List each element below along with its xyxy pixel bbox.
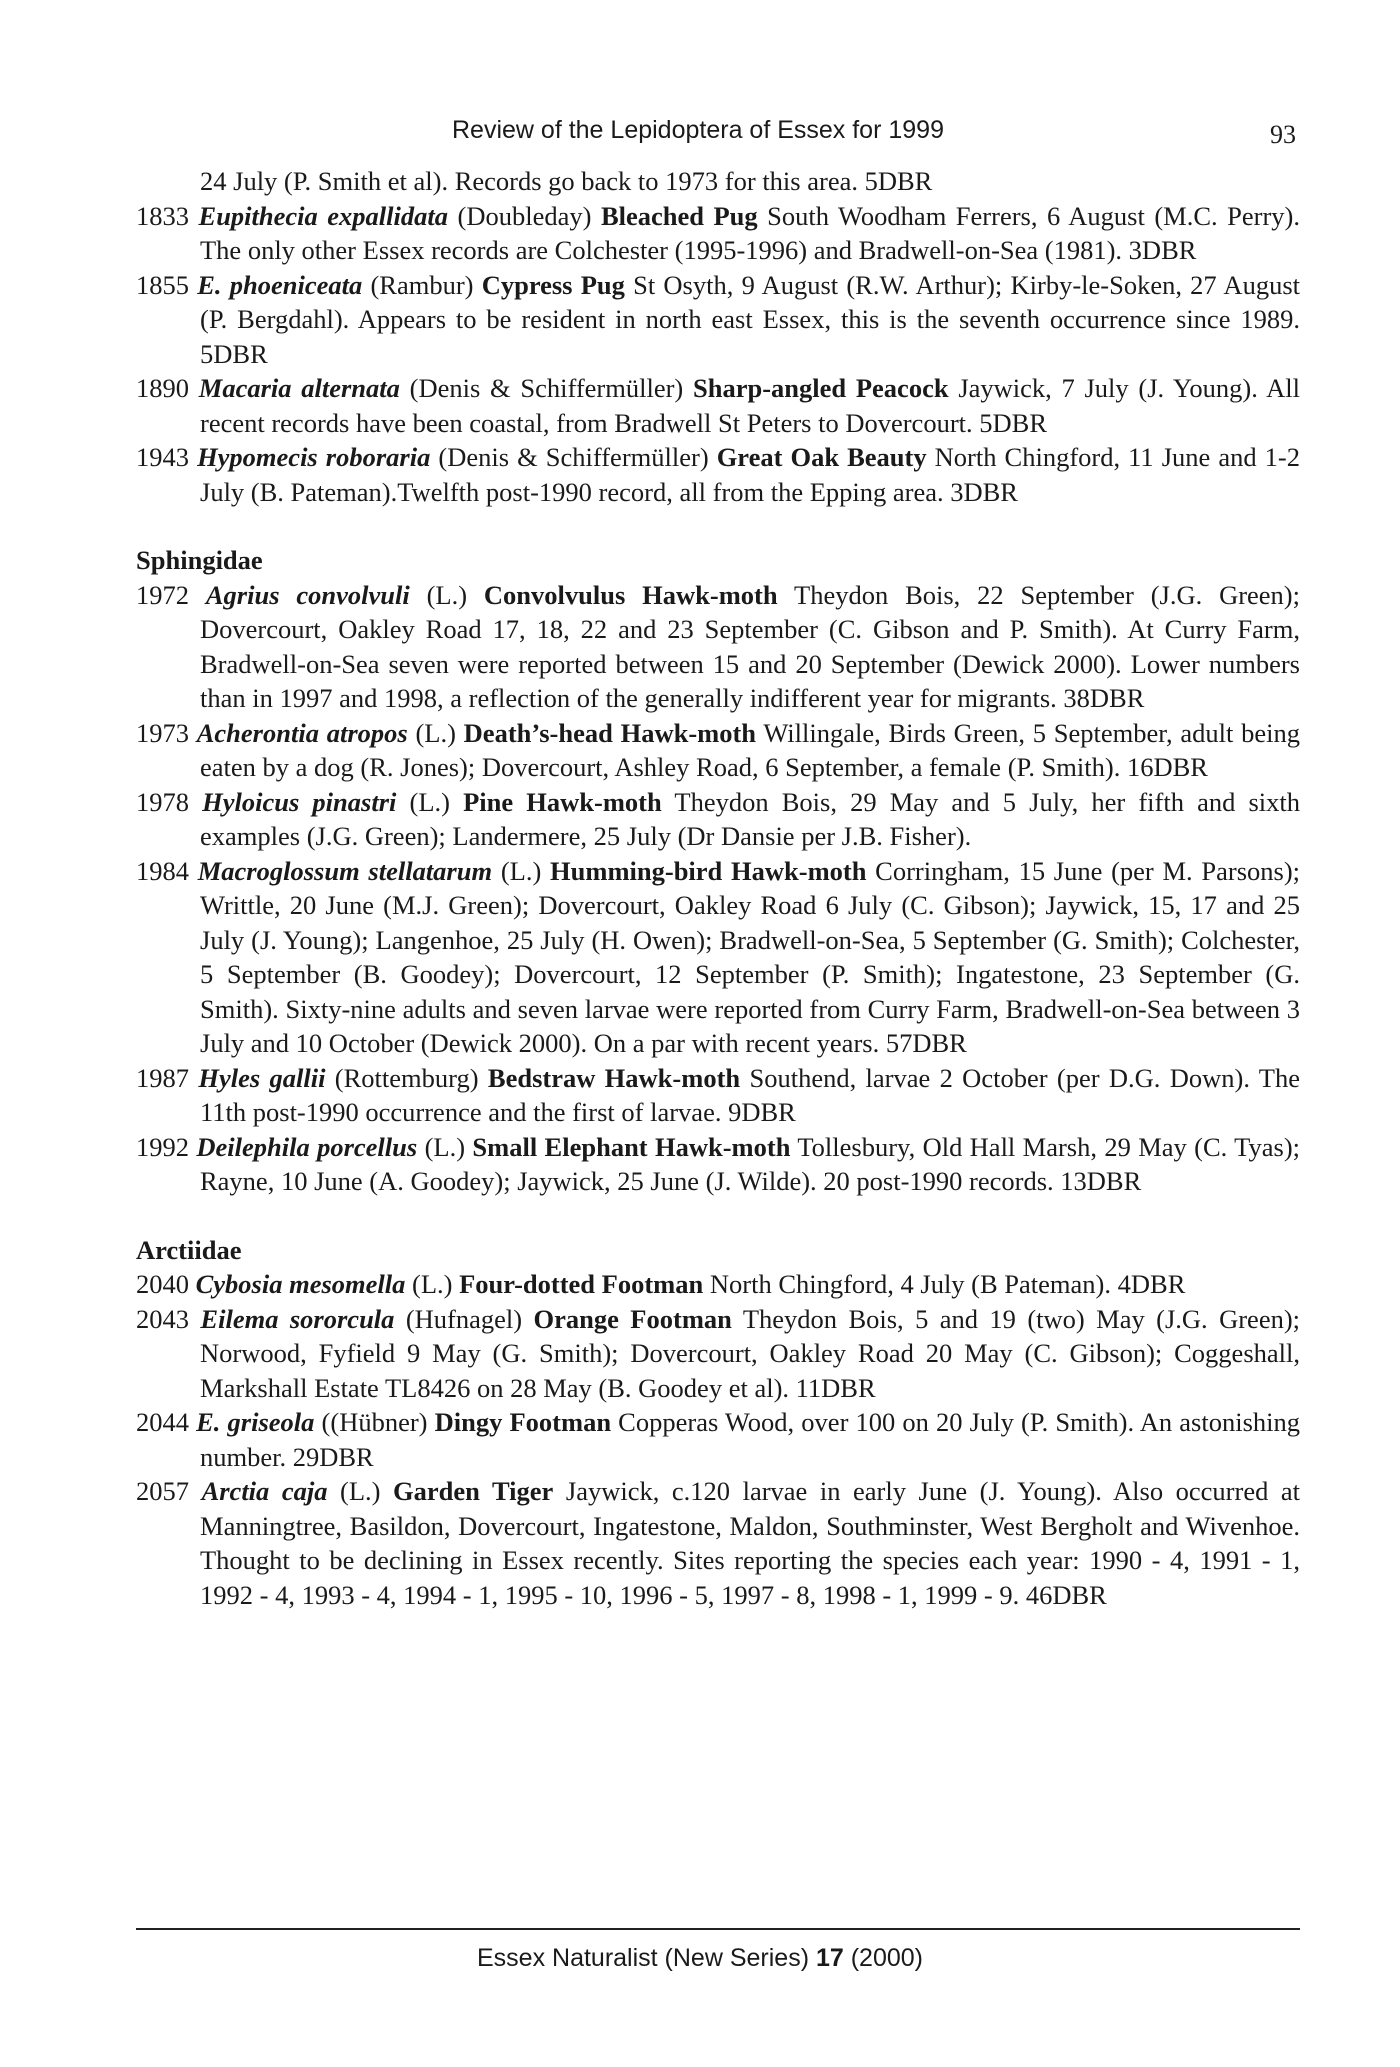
authority: (L.) bbox=[327, 1476, 394, 1506]
page-number: 93 bbox=[1270, 120, 1296, 149]
volume-number: 17 bbox=[815, 1944, 844, 1972]
common-name: Bedstraw Hawk-moth bbox=[487, 1062, 741, 1093]
common-name: Bleached Pug bbox=[600, 200, 758, 231]
entry-number: 2057 bbox=[136, 1476, 189, 1506]
entry-number: 1855 bbox=[136, 269, 189, 300]
record-text: Corringham, 15 June (per M. Parsons); Writtle, 20 June (M.J. Green); Dovercourt, Oakley Road 6 July (C. Gibson); Jaywick, 15, 17 and 25 July (J. Young); Langenhoe, 25 July (H. Owen); Bradwell-on-Sea, 5 September (G. Smith); Colchester, 5 September (B. Goodey); Dovercourt, 12 September (P. Smith); Ingatestone, 23 September (G. Smith). Sixty-nine adults and seven larvae were reported from Curry Farm, Bradwell-on-Sea between 3 July and 10 October (Dewick 2000). On a par with recent years. 57DBR bbox=[200, 855, 1301, 1058]
record-text: Jaywick, c.120 larvae in early June (J. Young). Also occurred at Manningtree, Basildon, Dovercourt, Ingatestone, Maldon, Southminster, West Bergholt and Wivenhoe. Thought to be declining in Essex recently. Sites reporting the species each year: 1990 - 4, 1991 - 1, 1992 - 4, 1993 - 4, 1994 - 1, 1995 - 10, 1996 - 5, 1997 - 8, 1998 - 1, 1999 - 9. 46DBR bbox=[200, 1476, 1301, 1610]
scientific-name: Hyloicus pinastri bbox=[202, 786, 397, 817]
authority: (L.) bbox=[492, 855, 551, 886]
species-entry bbox=[136, 716, 1300, 785]
record-text: North Chingford, 11 June and 1-2 July (B. Pateman).Twelfth post-1990 record, all from the Epping area. 3DBR bbox=[200, 442, 1300, 507]
record-text: North Chingford, 4 July (B Pateman). 4DBR bbox=[703, 1269, 1186, 1299]
section-geometridae-continued bbox=[136, 199, 1300, 510]
scientific-name: Hypomecis roboraria bbox=[197, 442, 431, 472]
record-text: Theydon Bois, 29 May and 5 July, her fifth and sixth examples (J.G. Green); Landermere, 25 July (Dr Dansie per J.B. Fisher). bbox=[200, 786, 1301, 851]
section-arctiidae bbox=[136, 1233, 1300, 1613]
running-title: Review of the Lepidoptera of Essex for 1999 bbox=[452, 116, 944, 144]
authority: (L.) bbox=[407, 717, 464, 748]
record-text: Copperas Wood, over 100 on 20 July (P. Smith). An astonishing number. 29DBR bbox=[200, 1407, 1300, 1472]
authority: (Denis & Schiffermüller) bbox=[399, 373, 693, 403]
entry-number: 2043 bbox=[136, 1303, 189, 1334]
species-entry bbox=[136, 785, 1300, 854]
common-name: Four-dotted Footman bbox=[459, 1269, 704, 1299]
page-footer bbox=[0, 1944, 1400, 1973]
record-text: Jaywick, 7 July (J. Young). All recent records have been coastal, from Bradwell St Peters to Dovercourt. 5DBR bbox=[200, 373, 1300, 438]
scientific-name: Deilephila porcellus bbox=[196, 1131, 418, 1162]
entry-number: 2040 bbox=[136, 1269, 189, 1299]
common-name: Convolvulus Hawk-moth bbox=[483, 579, 778, 610]
section-sphingidae bbox=[136, 543, 1300, 1199]
species-entry bbox=[136, 854, 1300, 1061]
authority: (L.) bbox=[396, 786, 464, 817]
common-name: Cypress Pug bbox=[481, 269, 625, 300]
page-header bbox=[0, 116, 1400, 156]
record-text: Southend, larvae 2 October (per D.G. Down). The 11th post-1990 occurrence and the first of larvae. 9DBR bbox=[200, 1062, 1300, 1127]
scientific-name: Macaria alternata bbox=[198, 373, 400, 403]
continued-paragraph: 24 July (P. Smith et al). Records go back to 1973 for this area. 5DBR bbox=[200, 166, 933, 196]
scientific-name: Agrius convolvuli bbox=[205, 579, 410, 610]
scientific-name: Macroglossum stellatarum bbox=[197, 855, 493, 886]
entry-number: 1978 bbox=[136, 786, 189, 817]
scientific-name: Arctia caja bbox=[201, 1476, 328, 1506]
common-name: Humming-bird Hawk-moth bbox=[550, 855, 867, 886]
authority: (Rambur) bbox=[362, 269, 482, 300]
entry-number: 1833 bbox=[136, 200, 189, 231]
record-text: South Woodham Ferrers, 6 August (M.C. Perry). The only other Essex records are Colchester (1995-1996) and Bradwell-on-Sea (1981). 3DBR bbox=[200, 200, 1301, 265]
species-entry bbox=[136, 1061, 1300, 1130]
section-heading: Arctiidae bbox=[136, 1234, 242, 1265]
authority: (L.) bbox=[417, 1131, 473, 1162]
species-entry bbox=[136, 1405, 1300, 1474]
record-text: Theydon Bois, 22 September (J.G. Green); Dovercourt, Oakley Road 17, 18, 22 and 23 September (C. Gibson and P. Smith). At Curry Farm, Bradwell-on-Sea seven were reported between 15 and 20 September (Dewick 2000). Lower numbers than in 1997 and 1998, a reflection of the generally indifferent year for migrants. 38DBR bbox=[200, 579, 1300, 713]
section-heading: Sphingidae bbox=[136, 545, 263, 575]
common-name: Death’s-head Hawk-moth bbox=[463, 717, 757, 748]
scientific-name: Eilema sororcula bbox=[200, 1303, 395, 1334]
authority: (Denis & Schiffermüller) bbox=[430, 442, 717, 472]
scientific-name: Hyles gallii bbox=[198, 1062, 326, 1093]
record-text: Tollesbury, Old Hall Marsh, 29 May (C. Tyas); Rayne, 10 June (A. Goodey); Jaywick, 25 June (J. Wilde). 20 post-1990 records. 13DBR bbox=[200, 1131, 1301, 1196]
species-entry bbox=[136, 268, 1300, 372]
authority: (Hufnagel) bbox=[394, 1303, 534, 1334]
species-entry bbox=[136, 199, 1300, 268]
authority: (Rottemburg) bbox=[325, 1062, 488, 1093]
record-text: St Osyth, 9 August (R.W. Arthur); Kirby-le-Soken, 27 August (P. Bergdahl). Appears to be resident in north east Essex, this is the seventh occurrence since 1989. 5DBR bbox=[200, 269, 1300, 369]
common-name: Pine Hawk-moth bbox=[463, 786, 662, 817]
footer-rule bbox=[136, 1928, 1300, 1930]
common-name: Dingy Footman bbox=[434, 1407, 612, 1437]
record-text: Theydon Bois, 5 and 19 (two) May (J.G. Green); Norwood, Fyfield 9 May (G. Smith); Dovercourt, Oakley Road 20 May (C. Gibson); Coggeshall, Markshall Estate TL8426 on 28 May (B. Goodey et al). 11DBR bbox=[200, 1303, 1301, 1403]
common-name: Orange Footman bbox=[533, 1303, 732, 1334]
scientific-name: Acherontia atropos bbox=[196, 717, 408, 748]
common-name: Garden Tiger bbox=[393, 1476, 554, 1506]
entry-number: 1984 bbox=[136, 855, 189, 886]
journal-name: Essex Naturalist (New Series) bbox=[476, 1944, 816, 1972]
article-body bbox=[136, 164, 1300, 1612]
common-name: Great Oak Beauty bbox=[716, 442, 927, 472]
entry-number: 1987 bbox=[136, 1062, 189, 1093]
authority: (Doubleday) bbox=[448, 200, 601, 231]
species-entry bbox=[136, 371, 1300, 440]
authority: ((Hübner) bbox=[314, 1407, 435, 1437]
authority: (L.) bbox=[405, 1269, 460, 1299]
scientific-name: Cybosia mesomella bbox=[195, 1269, 406, 1299]
species-entry bbox=[136, 440, 1300, 509]
species-entry bbox=[136, 1267, 1300, 1302]
species-entry bbox=[136, 578, 1300, 716]
common-name: Small Elephant Hawk-moth bbox=[472, 1131, 791, 1162]
species-entry bbox=[136, 1474, 1300, 1612]
species-entry bbox=[136, 1130, 1300, 1199]
record-text: Willingale, Birds Green, 5 September, adult being eaten by a dog (R. Jones); Dovercourt, Ashley Road, 6 September, a female (P. Smith). 16DBR bbox=[200, 717, 1301, 782]
entry-number: 1973 bbox=[136, 717, 189, 748]
entry-number: 1972 bbox=[136, 579, 189, 610]
authority: (L.) bbox=[409, 579, 484, 610]
entry-number: 2044 bbox=[136, 1407, 189, 1437]
species-entry bbox=[136, 1302, 1300, 1406]
scientific-name: E. griseola bbox=[196, 1407, 315, 1437]
entry-number: 1890 bbox=[136, 373, 189, 403]
entry-number: 1943 bbox=[136, 442, 189, 472]
scientific-name: E. phoeniceata bbox=[197, 269, 363, 300]
scientific-name: Eupithecia expallidata bbox=[198, 200, 448, 231]
entry-number: 1992 bbox=[136, 1131, 189, 1162]
publication-year: (2000) bbox=[843, 1944, 923, 1972]
common-name: Sharp-angled Peacock bbox=[692, 373, 949, 403]
